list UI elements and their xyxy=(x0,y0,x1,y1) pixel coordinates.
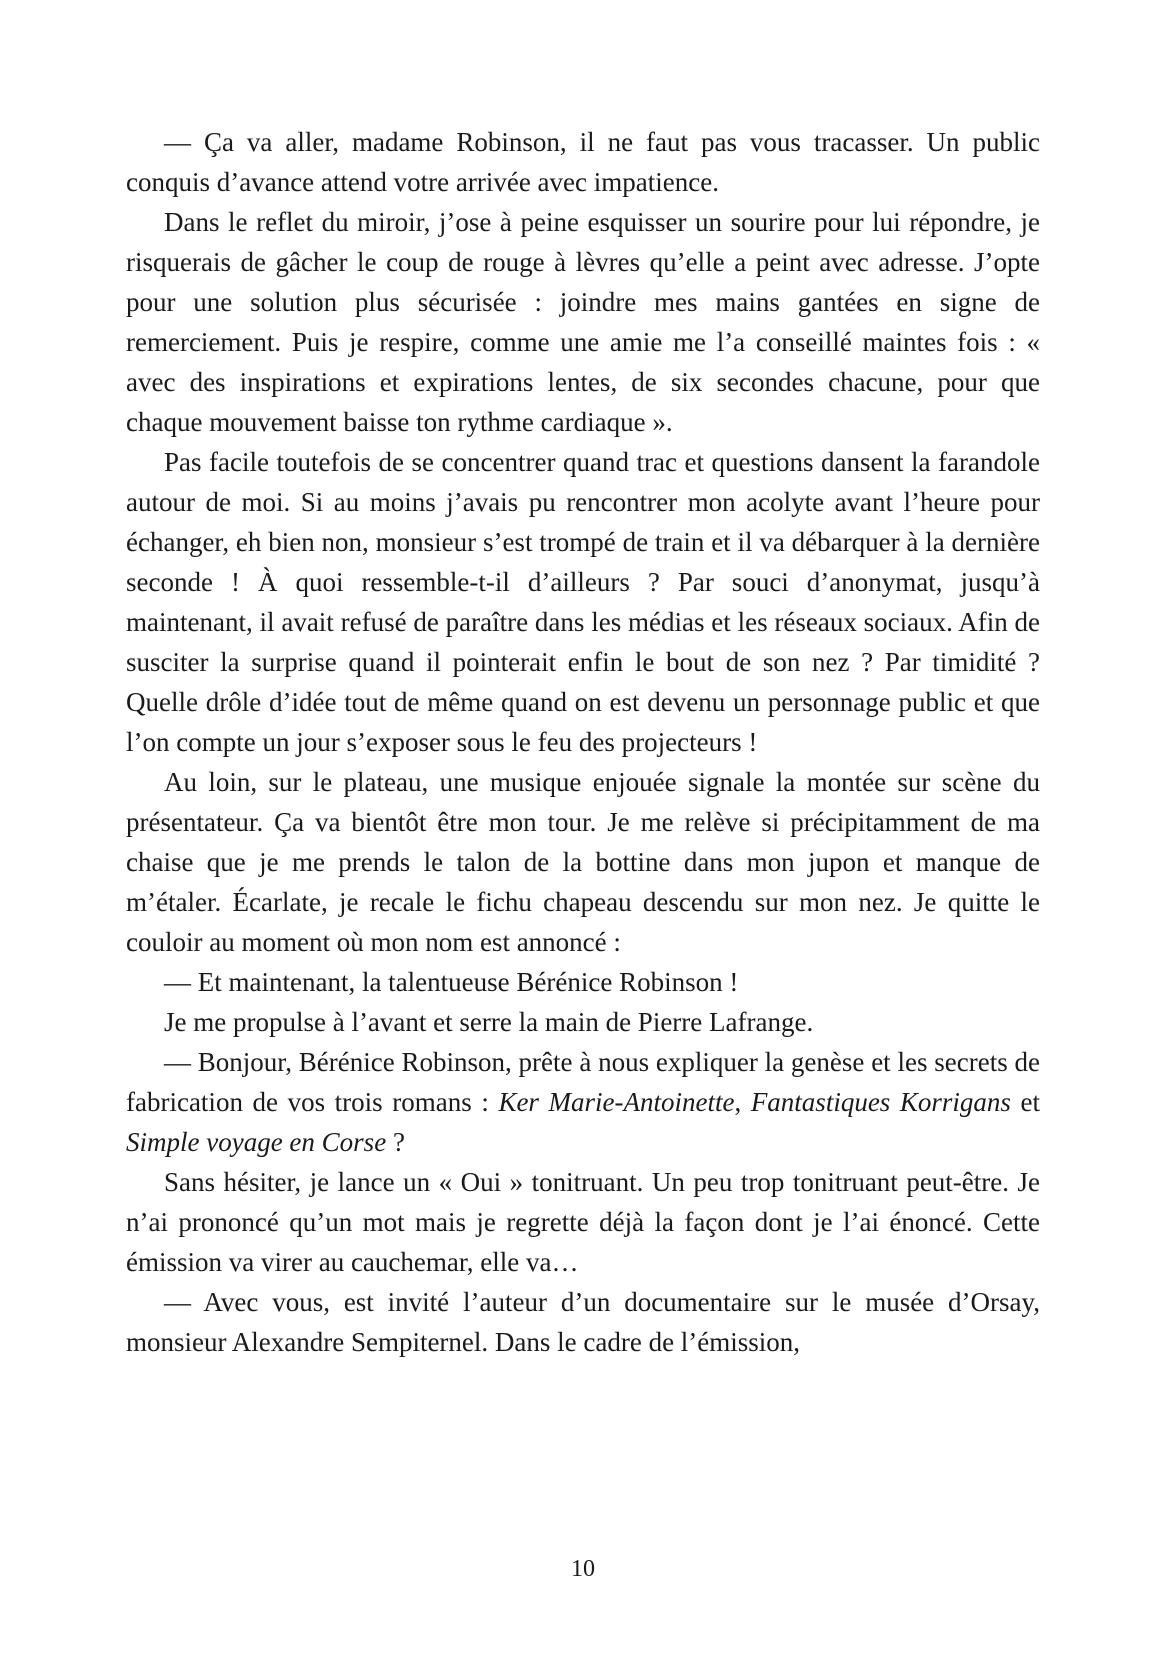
text-run: Au loin, sur le plateau, une musique enjouée signale la montée sur scène du présentateur. Ça va bientôt être mon tour. Je me relève si précipitamment de ma chaise que je me prends le talon de la bottine dans mon jupon et manque de m’étaler. Écarlate, je recale le fichu chapeau descendu sur mon nez. Je quitte le couloir au moment où mon nom est annoncé : xyxy=(126,767,1040,957)
paragraph xyxy=(126,1162,1040,1282)
page-number: 10 xyxy=(571,1556,595,1582)
paragraph xyxy=(126,202,1040,442)
text-run: — Et maintenant, la talentueuse Bérénice Robinson ! xyxy=(164,967,739,997)
text-run: — Bonjour, Bérénice Robinson, prête à nous expliquer la genèse et les secrets de fabrication de vos trois romans : xyxy=(126,1047,1040,1117)
paragraph xyxy=(126,1002,1040,1042)
text-run: Dans le reflet du miroir, j’ose à peine esquisser un sourire pour lui répondre, je risquerais de gâcher le coup de rouge à lèvres qu’elle a peint avec adresse. J’opte pour une solution plus sécurisée : joindre mes mains gantées en signe de remerciement. Puis je respire, comme une amie me l’a conseillé maintes fois : « avec des inspirations et expirations lentes, de six secondes chacune, pour que chaque mouvement baisse ton rythme cardiaque ». xyxy=(126,207,1040,437)
text-run: — Avec vous, est invité l’auteur d’un documentaire sur le musée d’Orsay, monsieur Alexandre Sempiternel. Dans le cadre de l’émission, xyxy=(126,1287,1040,1357)
text-run: , xyxy=(734,1087,751,1117)
book-title: Simple voyage en Corse xyxy=(126,1127,387,1157)
book-title: Fantastiques Korrigans xyxy=(750,1087,1011,1117)
book-title: Ker Marie-Antoinette xyxy=(498,1087,735,1117)
paragraph xyxy=(126,762,1040,962)
page-body xyxy=(126,122,1040,1362)
paragraph xyxy=(126,1042,1040,1162)
text-run: Sans hésiter, je lance un « Oui » tonitruant. Un peu trop tonitruant peut-être. Je n’ai prononcé qu’un mot mais je regrette déjà la façon dont je l’ai énoncé. Cette émission va virer au cauchemar, elle va… xyxy=(126,1167,1040,1277)
text-run: ? xyxy=(386,1127,405,1157)
text-run: Pas facile toutefois de se concentrer quand trac et questions dansent la farandole autour de moi. Si au moins j’avais pu rencontrer mon acolyte avant l’heure pour échanger, eh bien non, monsieur s’est trompé de train et il va débarquer à la dernière seconde ! À quoi ressemble-t-il d’ailleurs ? Par souci d’anonymat, jusqu’à maintenant, il avait refusé de paraître dans les médias et les réseaux sociaux. Afin de susciter la surprise quand il pointerait enfin le bout de son nez ? Par timidité ? Quelle drôle d’idée tout de même quand on est devenu un personnage public et que l’on compte un jour s’exposer sous le feu des projecteurs ! xyxy=(126,447,1040,757)
paragraph xyxy=(126,442,1040,762)
paragraph xyxy=(126,122,1040,202)
text-run: et xyxy=(1010,1087,1041,1117)
text-run: — Ça va aller, madame Robinson, il ne faut pas vous tracasser. Un public conquis d’avance attend votre arrivée avec impatience. xyxy=(126,127,1040,197)
paragraph xyxy=(126,962,1040,1002)
text-run: Je me propulse à l’avant et serre la main de Pierre Lafrange. xyxy=(164,1007,814,1037)
paragraph xyxy=(126,1282,1040,1362)
